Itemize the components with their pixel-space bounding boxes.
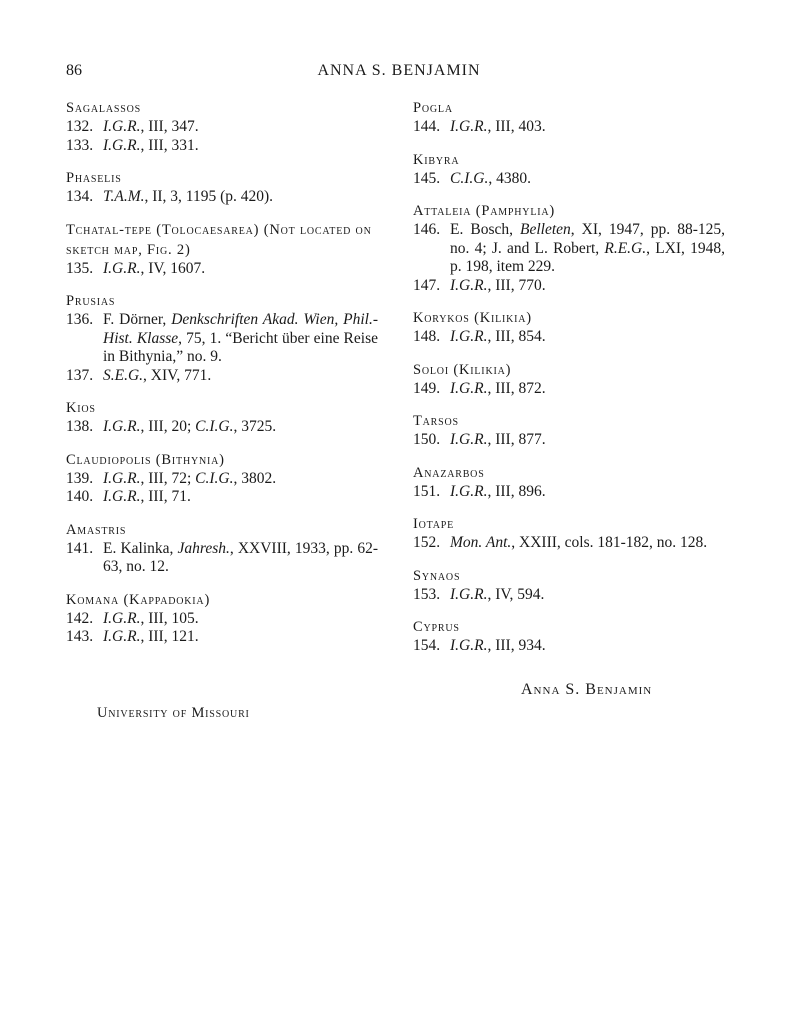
entry-number: 138. bbox=[66, 418, 94, 435]
entry-number: 133. bbox=[66, 136, 94, 154]
section-heading: Soloi (Kilikia) bbox=[413, 361, 512, 378]
entry-text bbox=[450, 118, 725, 137]
section bbox=[413, 98, 725, 137]
reference-entry bbox=[413, 118, 725, 137]
entry-text bbox=[103, 311, 378, 367]
entry-number: 144. bbox=[413, 118, 441, 135]
citation-text: , XXIII, cols. 181-182, no. 128. bbox=[511, 534, 708, 551]
reference-entry bbox=[66, 137, 378, 156]
entry-number: 148. bbox=[413, 328, 441, 345]
section bbox=[413, 463, 725, 502]
citation-title: Mon. Ant. bbox=[450, 534, 512, 551]
section bbox=[66, 220, 378, 279]
entry-text bbox=[450, 328, 725, 347]
entry-number: 149. bbox=[413, 379, 441, 397]
entry-number: 154. bbox=[413, 637, 441, 654]
entry-text bbox=[450, 277, 725, 296]
entry-text bbox=[103, 260, 378, 279]
citation-text: , 4380. bbox=[488, 169, 531, 187]
section bbox=[413, 617, 725, 656]
citation-title: I.G.R. bbox=[450, 328, 488, 345]
section bbox=[66, 450, 378, 507]
entry-text bbox=[450, 586, 725, 605]
reference-entry bbox=[66, 188, 378, 207]
section-heading: Prusias bbox=[66, 293, 116, 309]
entry-text bbox=[450, 431, 725, 450]
citation-text: , LXI, 1948, p. 198, item 229. bbox=[450, 239, 726, 275]
entry-number: 142. bbox=[66, 609, 94, 627]
section bbox=[66, 590, 378, 647]
author-signature: Anna S. Benjamin bbox=[521, 681, 653, 698]
reference-entry bbox=[66, 418, 378, 437]
entry-number: 150. bbox=[413, 431, 441, 448]
reference-entry bbox=[413, 380, 725, 399]
citation-text: , III, 877. bbox=[487, 431, 546, 448]
citation-title: Jahresh. bbox=[177, 539, 230, 557]
section bbox=[413, 566, 725, 605]
section bbox=[413, 360, 725, 399]
citation-text: , III, 896. bbox=[487, 482, 546, 500]
reference-entry bbox=[66, 628, 378, 647]
entry-number: 132. bbox=[66, 118, 94, 135]
citation-text: E. Kalinka, bbox=[103, 539, 178, 557]
section-heading: Kibyra bbox=[413, 151, 460, 168]
entry-text bbox=[450, 637, 725, 656]
reference-entry bbox=[413, 170, 725, 189]
citation-title: R.E.G. bbox=[604, 239, 647, 257]
section bbox=[66, 98, 378, 155]
author-affiliation: University of Missouri bbox=[97, 705, 250, 721]
entry-text bbox=[103, 137, 378, 156]
citation-title: Belleten bbox=[520, 221, 571, 238]
reference-entry bbox=[413, 328, 725, 347]
entry-number: 141. bbox=[66, 539, 94, 557]
entry-text bbox=[450, 483, 725, 502]
citation-title: I.G.R. bbox=[103, 609, 141, 627]
section-heading: Amastris bbox=[66, 521, 127, 538]
entry-text bbox=[103, 188, 378, 207]
reference-entry bbox=[66, 367, 378, 386]
citation-text: , III, 121. bbox=[140, 628, 199, 645]
citation-text: , III, 403. bbox=[487, 118, 546, 135]
section bbox=[413, 150, 725, 189]
entry-text bbox=[450, 170, 725, 189]
entry-number: 135. bbox=[66, 259, 94, 277]
section-heading: Cyprus bbox=[413, 619, 460, 635]
citation-text: , IV, 594. bbox=[487, 585, 545, 603]
entry-text bbox=[450, 380, 725, 399]
section bbox=[66, 520, 378, 577]
citation-text: F. Dörner, bbox=[103, 311, 172, 328]
reference-entry bbox=[66, 540, 378, 577]
running-head: ANNA S. BENJAMIN bbox=[317, 62, 481, 79]
entry-number: 152. bbox=[413, 534, 441, 551]
section-heading: Attaleia (Pamphylia) bbox=[413, 203, 556, 219]
citation-title: I.G.R. bbox=[450, 585, 488, 603]
citation-text: , III, 20; bbox=[140, 418, 196, 435]
citation-title: Denkschriften Akad. Wien, Phil.-Hist. Klasse bbox=[103, 311, 379, 347]
entry-number: 145. bbox=[413, 169, 441, 187]
section-heading: Synaos bbox=[413, 567, 461, 584]
entry-text bbox=[450, 534, 725, 553]
citation-text: , IV, 1607. bbox=[140, 259, 206, 277]
citation-title: I.G.R. bbox=[450, 276, 488, 294]
section-heading: Tchatal-tepe (Tolocaesarea) (Not located on sketch map, Fig. 2) bbox=[66, 221, 372, 258]
entry-text bbox=[450, 221, 725, 277]
section bbox=[413, 201, 725, 295]
entry-number: 137. bbox=[66, 366, 94, 384]
citation-text: , II, 3, 1195 (p. 420). bbox=[144, 188, 274, 205]
reference-entry bbox=[413, 586, 725, 605]
reference-entry bbox=[66, 311, 378, 367]
citation-title: I.G.R. bbox=[450, 379, 488, 397]
entry-number: 153. bbox=[413, 585, 441, 603]
section-heading: Phaselis bbox=[66, 170, 122, 186]
citation-title: I.G.R. bbox=[103, 259, 141, 277]
citation-title: I.G.R. bbox=[103, 136, 141, 154]
reference-entry bbox=[413, 483, 725, 502]
section-heading: Korykos (Kilikia) bbox=[413, 310, 532, 326]
citation-title: I.G.R. bbox=[103, 488, 141, 505]
citation-text: , 75, 1. “Bericht über eine Reise in Bithynia,” no. 9. bbox=[103, 329, 378, 365]
entry-number: 139. bbox=[66, 469, 94, 487]
entry-number: 140. bbox=[66, 488, 94, 505]
citation-title: C.I.G. bbox=[195, 469, 234, 487]
section-heading: Iotape bbox=[413, 516, 455, 532]
section-heading: Komana (Kappadokia) bbox=[66, 591, 211, 608]
citation-text: , III, 872. bbox=[487, 379, 546, 397]
entry-text bbox=[103, 118, 378, 137]
entry-number: 151. bbox=[413, 482, 441, 500]
citation-text: , III, 331. bbox=[140, 136, 199, 154]
section bbox=[66, 168, 378, 207]
citation-text: , III, 347. bbox=[140, 118, 199, 135]
reference-entry bbox=[66, 488, 378, 507]
entry-number: 146. bbox=[413, 221, 441, 238]
section bbox=[413, 308, 725, 347]
reference-entry bbox=[66, 260, 378, 279]
citation-text: , 3725. bbox=[233, 418, 277, 435]
section-heading: Tarsos bbox=[413, 413, 459, 429]
entry-text bbox=[103, 540, 378, 577]
reference-entry bbox=[413, 534, 725, 553]
entry-number: 147. bbox=[413, 276, 441, 294]
entry-text bbox=[103, 610, 378, 629]
citation-text: , III, 71. bbox=[140, 488, 191, 505]
citation-text: , 3802. bbox=[233, 469, 277, 487]
citation-text: , III, 934. bbox=[487, 637, 546, 654]
entry-number: 143. bbox=[66, 628, 94, 645]
right-column bbox=[413, 98, 725, 669]
citation-text: , III, 105. bbox=[140, 609, 199, 627]
citation-title: I.G.R. bbox=[103, 469, 141, 487]
reference-entry bbox=[413, 637, 725, 656]
entry-text bbox=[103, 470, 378, 489]
citation-text: , III, 72; bbox=[140, 469, 196, 487]
entry-number: 136. bbox=[66, 311, 94, 328]
citation-title: I.G.R. bbox=[450, 431, 488, 448]
citation-text: , XI, 1947, pp. 88-125, no. 4; J. and L. Robert, bbox=[450, 221, 725, 257]
citation-title: I.G.R. bbox=[103, 118, 141, 135]
section bbox=[413, 514, 725, 553]
citation-title: I.G.R. bbox=[450, 637, 488, 654]
citation-title: I.G.R. bbox=[450, 118, 488, 135]
reference-entry bbox=[66, 470, 378, 489]
section-heading: Sagalassos bbox=[66, 100, 141, 116]
citation-title: T.A.M. bbox=[103, 188, 145, 205]
left-column bbox=[66, 98, 378, 660]
section bbox=[66, 398, 378, 437]
entry-text bbox=[103, 367, 378, 386]
citation-title: I.G.R. bbox=[103, 418, 141, 435]
page-number: 86 bbox=[66, 62, 82, 79]
citation-title: S.E.G. bbox=[103, 366, 144, 384]
citation-title: I.G.R. bbox=[103, 628, 141, 645]
entry-text bbox=[103, 628, 378, 647]
citation-title: C.I.G. bbox=[450, 169, 489, 187]
reference-entry bbox=[66, 118, 378, 137]
citation-text: , III, 854. bbox=[487, 328, 546, 345]
citation-title: C.I.G. bbox=[195, 418, 234, 435]
section-heading: Anazarbos bbox=[413, 464, 485, 481]
section bbox=[413, 411, 725, 450]
citation-text: , XIV, 771. bbox=[143, 366, 212, 384]
reference-entry bbox=[66, 610, 378, 629]
reference-entry bbox=[413, 431, 725, 450]
citation-text: E. Bosch, bbox=[450, 221, 520, 238]
entry-number: 134. bbox=[66, 188, 94, 205]
entry-text bbox=[103, 488, 378, 507]
section-heading: Pogla bbox=[413, 100, 453, 116]
citation-title: I.G.R. bbox=[450, 482, 488, 500]
citation-text: , III, 770. bbox=[487, 276, 546, 294]
entry-text bbox=[103, 418, 378, 437]
section-heading: Kios bbox=[66, 400, 96, 416]
citation-text: , XXVIII, 1933, pp. 62-63, no. 12. bbox=[103, 539, 378, 575]
section bbox=[66, 291, 378, 385]
section-heading: Claudiopolis (Bithynia) bbox=[66, 451, 225, 468]
reference-entry bbox=[413, 277, 725, 296]
reference-entry bbox=[413, 221, 725, 277]
